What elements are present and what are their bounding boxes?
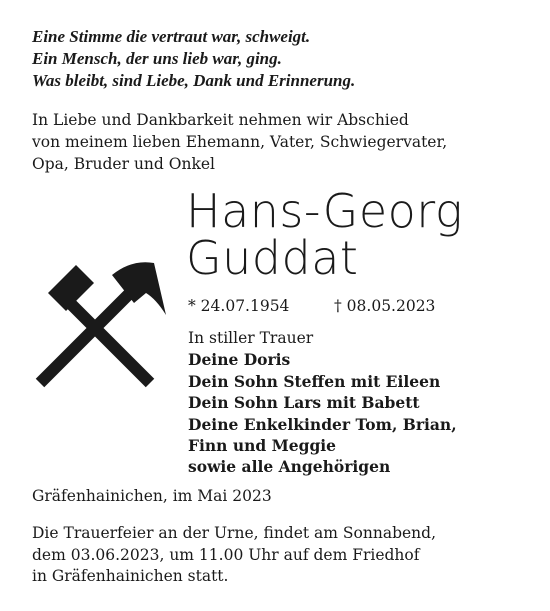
life-dates	[188, 297, 436, 315]
verse-line: Was bleibt, sind Liebe, Dank und Erinnerung.	[32, 71, 356, 90]
mourners-heading: In stiller Trauer	[188, 329, 314, 347]
mourner-line: Deine Doris	[188, 350, 291, 370]
pick-handle	[40, 291, 132, 383]
memorial-verse	[32, 26, 355, 92]
mourners-list	[188, 328, 457, 478]
verse-line: Eine Stimme die vertraut war, schweigt.	[32, 27, 311, 46]
deceased-first-name: Hans-Georg	[186, 184, 463, 238]
ceremony-line: Die Trauerfeier an der Urne, findet am Sonnabend,	[32, 524, 436, 542]
place-date-line: Gräfenhainichen, im Mai 2023	[32, 487, 272, 505]
place-and-date	[32, 487, 272, 505]
intro-line: von meinem lieben Ehemann, Vater, Schwiegervater,	[32, 133, 448, 151]
farewell-intro	[32, 109, 447, 175]
mourner-line: Dein Sohn Lars mit Babett	[188, 393, 420, 413]
verse-line: Ein Mensch, der uns lieb war, ging.	[32, 49, 282, 68]
hammer-head	[48, 265, 94, 311]
death-date: † 08.05.2023	[334, 297, 436, 315]
mourner-line: Deine Enkelkinder Tom, Brian,	[188, 414, 457, 434]
mourner-line: Finn und Meggie	[188, 436, 337, 456]
intro-line: Opa, Bruder und Onkel	[32, 155, 215, 173]
mourner-line: sowie alle Angehörigen	[188, 457, 391, 477]
birth-date: * 24.07.1954	[188, 297, 290, 315]
ceremony-line: in Gräfenhainichen statt.	[32, 567, 229, 585]
ceremony-line: dem 03.06.2023, um 11.00 Uhr auf dem Friedhof	[32, 545, 420, 564]
hammer-and-pick-icon	[28, 255, 170, 397]
intro-line: In Liebe und Dankbarkeit nehmen wir Abschied	[32, 111, 409, 129]
funeral-ceremony-info	[32, 523, 436, 588]
deceased-name	[186, 184, 463, 285]
deceased-last-name: Guddat	[186, 231, 359, 285]
mourner-line: Dein Sohn Steffen mit Eileen	[188, 371, 441, 391]
